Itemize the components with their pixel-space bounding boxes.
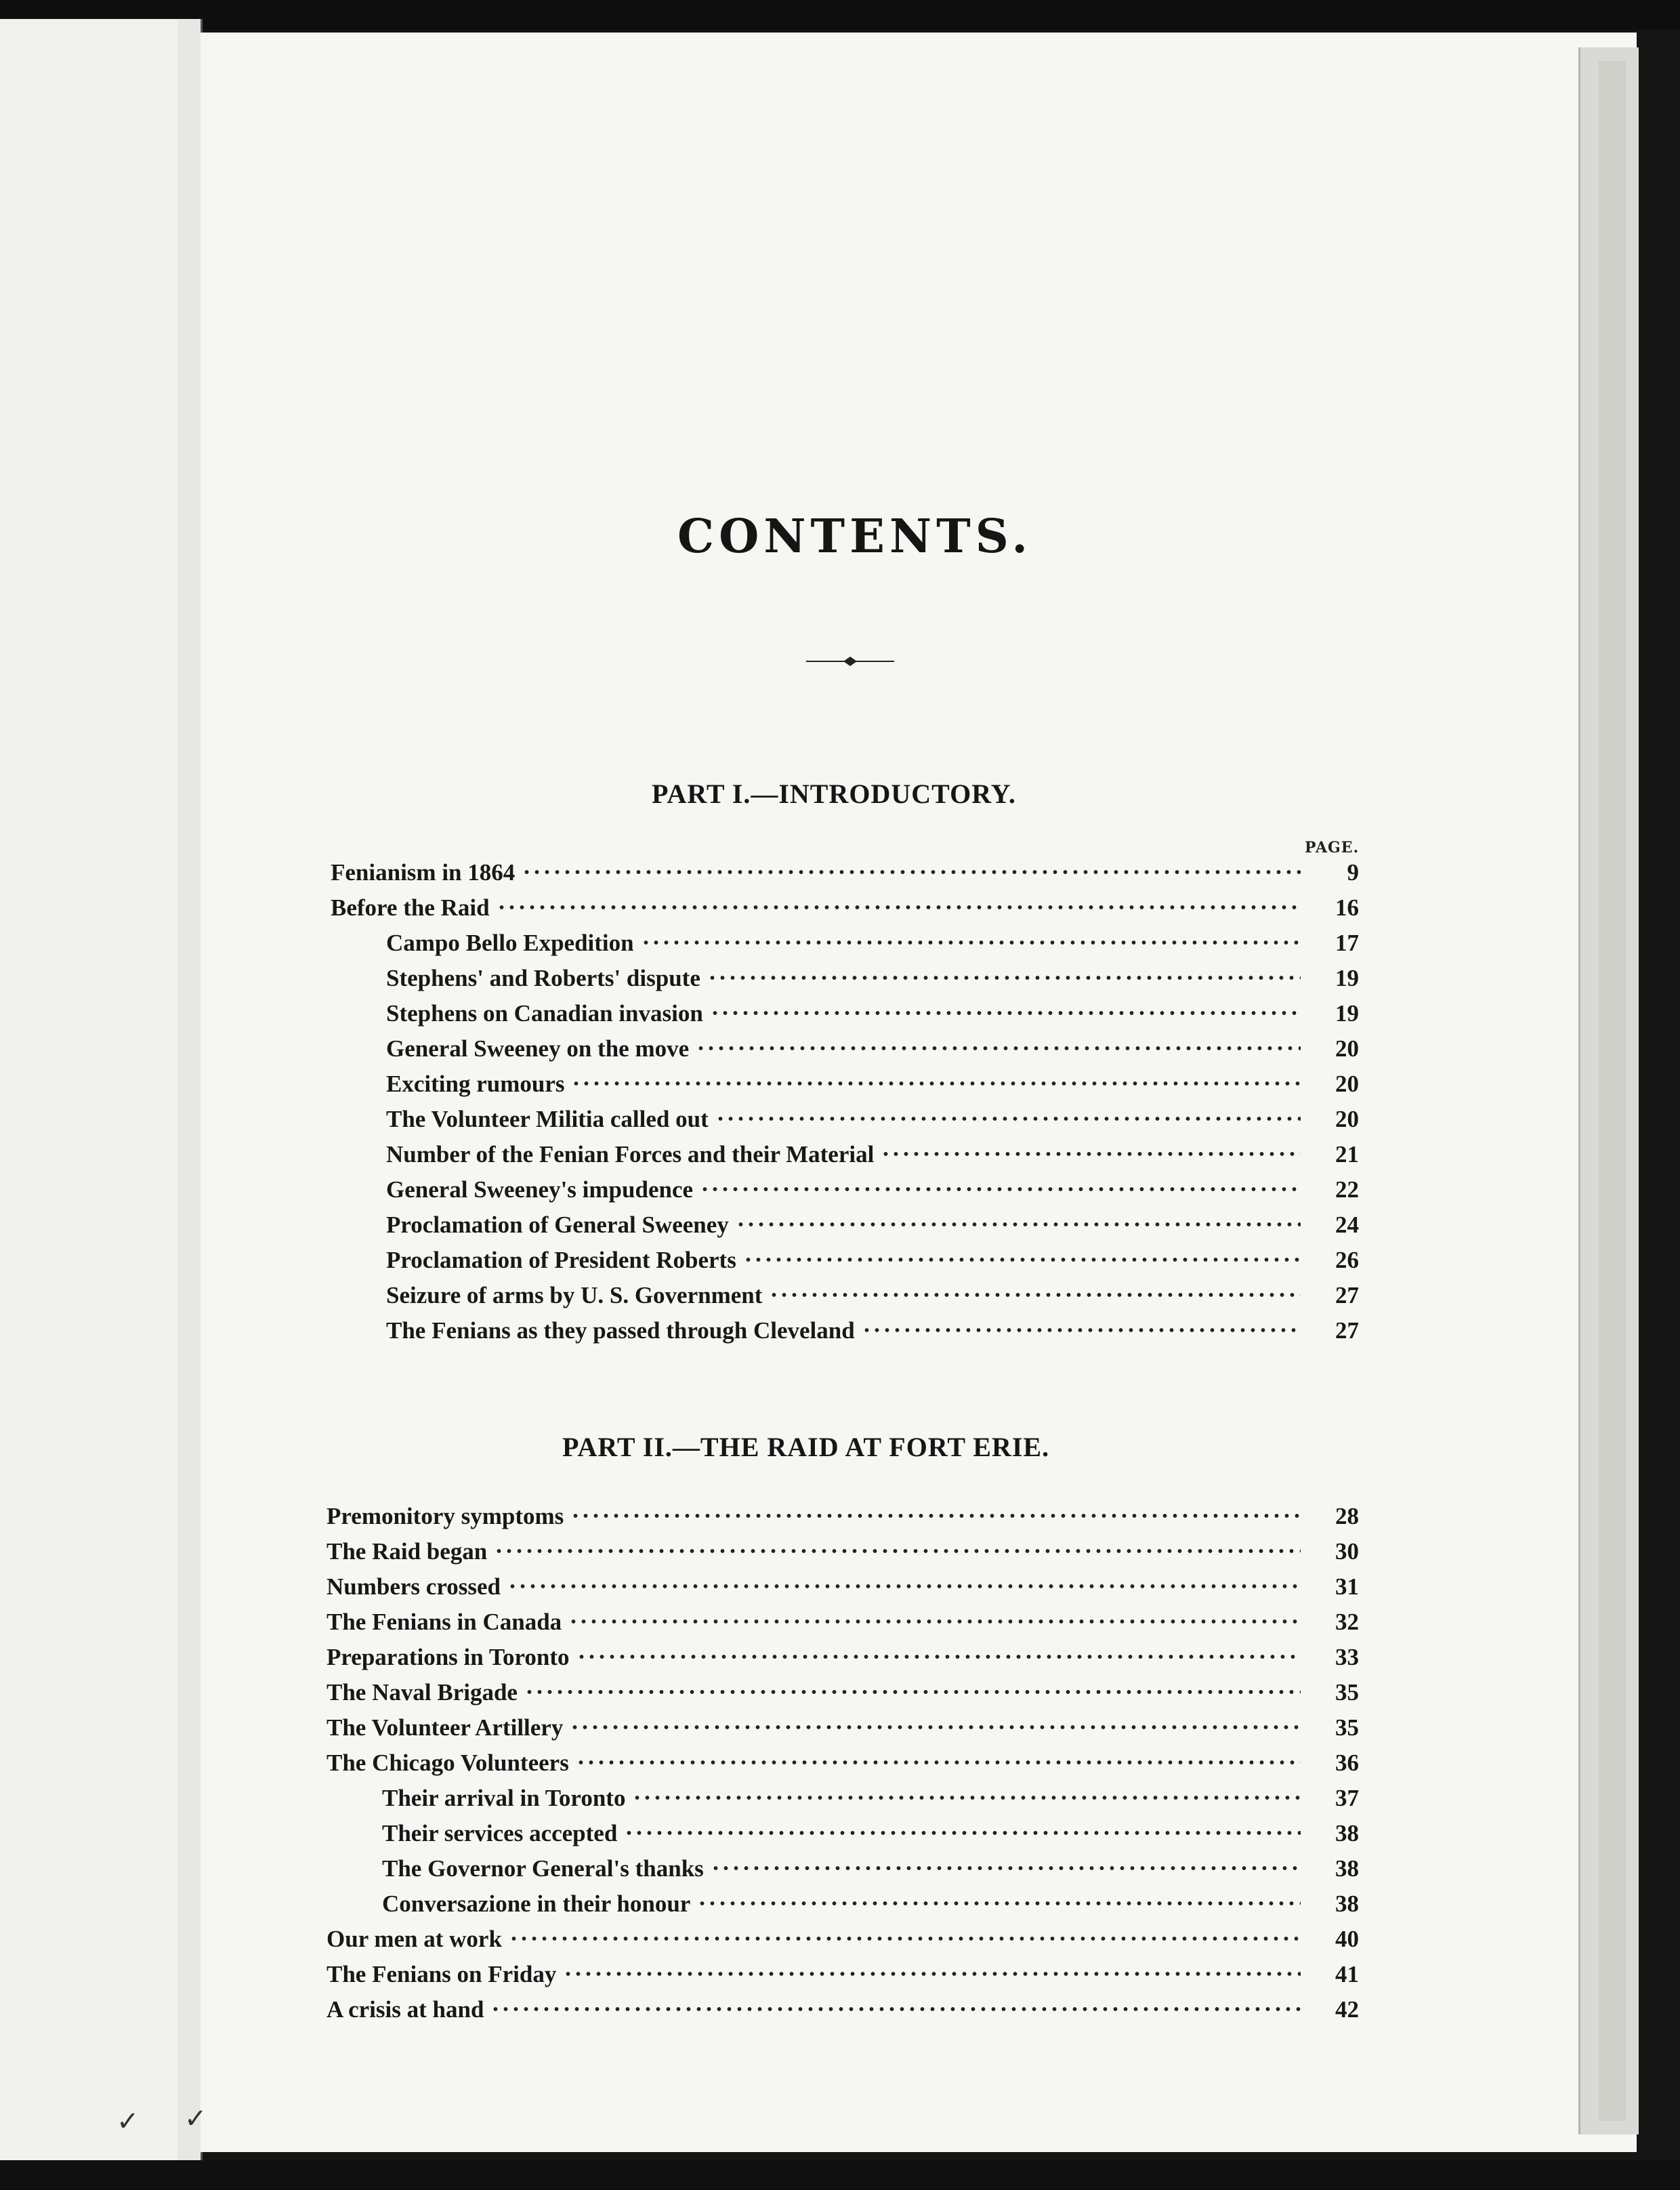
toc-entry-title: The Volunteer Artillery xyxy=(327,1714,564,1741)
toc-entry-title: Their services accepted xyxy=(382,1820,618,1846)
toc-entry-page: 33 xyxy=(1335,1644,1359,1670)
toc-entry-title: The Fenians in Canada xyxy=(327,1609,562,1635)
toc-entry xyxy=(331,957,1359,992)
toc-entry-page: 21 xyxy=(1335,1141,1359,1168)
toc-entry xyxy=(327,1530,1359,1565)
toc-entry xyxy=(331,1239,1359,1274)
toc-entry-title: Their arrival in Toronto xyxy=(382,1785,626,1811)
dot-leader xyxy=(571,1076,1301,1091)
toc-entry-title: Before the Raid xyxy=(331,894,490,921)
toc-part-two xyxy=(327,1495,1359,2023)
dot-leader xyxy=(700,1182,1301,1197)
pencil-mark-left: ✓ xyxy=(117,2106,140,2137)
dot-leader xyxy=(490,2002,1301,2017)
toc-entry-title: Preparations in Toronto xyxy=(327,1644,570,1670)
toc-entry-title: Stephens on Canadian invasion xyxy=(386,1000,703,1027)
dot-leader xyxy=(576,1649,1301,1664)
toc-entry-page: 35 xyxy=(1335,1714,1359,1741)
toc-entry-title: Proclamation of General Sweeney xyxy=(386,1212,729,1238)
toc-entry xyxy=(331,1098,1359,1133)
page-title: CONTENTS. xyxy=(677,510,1033,564)
toc-entry-title: Stephens' and Roberts' dispute xyxy=(386,965,700,991)
toc-entry-page: 20 xyxy=(1335,1035,1359,1062)
dot-leader xyxy=(632,1790,1301,1805)
toc-entry-title: A crisis at hand xyxy=(327,1996,484,2023)
toc-entry xyxy=(327,1847,1359,1882)
toc-entry-page: 38 xyxy=(1335,1855,1359,1882)
toc-entry-page: 37 xyxy=(1335,1785,1359,1811)
dot-leader xyxy=(570,1720,1301,1735)
toc-entry-page: 20 xyxy=(1335,1071,1359,1097)
toc-entry-title: Number of the Fenian Forces and their Material xyxy=(386,1141,875,1168)
toc-entry xyxy=(327,1600,1359,1636)
dot-leader xyxy=(697,1896,1301,1911)
toc-entry-title: Conversazione in their honour xyxy=(382,1891,691,1917)
toc-entry-title: The Raid began xyxy=(327,1538,488,1565)
toc-entry xyxy=(327,1565,1359,1600)
toc-entry-title: Exciting rumours xyxy=(386,1071,565,1097)
part-two-heading: PART II.—THE RAID AT FORT ERIE. xyxy=(562,1432,1050,1462)
toc-entry-page: 19 xyxy=(1335,1000,1359,1027)
toc-entry-title: The Chicago Volunteers xyxy=(327,1750,569,1776)
toc-entry xyxy=(331,1274,1359,1309)
dot-leader xyxy=(522,865,1301,880)
toc-entry xyxy=(327,1706,1359,1741)
toc-entry-title: The Naval Brigade xyxy=(327,1679,518,1706)
toc-entry-page: 30 xyxy=(1335,1538,1359,1565)
toc-entry xyxy=(327,1777,1359,1812)
dot-leader xyxy=(568,1614,1301,1629)
toc-entry xyxy=(331,1168,1359,1203)
dot-leader xyxy=(707,970,1301,985)
part-one-heading: PART I.—INTRODUCTORY. xyxy=(652,779,1016,809)
toc-entry xyxy=(327,1882,1359,1918)
toc-entry-title: Our men at work xyxy=(327,1926,502,1952)
toc-entry-page: 26 xyxy=(1335,1247,1359,1273)
toc-entry-title: The Governor General's thanks xyxy=(382,1855,704,1882)
toc-entry-page: 27 xyxy=(1335,1282,1359,1308)
facing-page xyxy=(0,19,182,2160)
toc-entry xyxy=(327,1953,1359,1988)
dot-leader xyxy=(881,1146,1301,1161)
toc-entry-page: 24 xyxy=(1335,1212,1359,1238)
dot-leader xyxy=(710,1006,1301,1020)
dot-leader xyxy=(743,1252,1301,1267)
toc-entry xyxy=(331,1027,1359,1062)
toc-entry-title: Numbers crossed xyxy=(327,1573,501,1600)
toc-part-one xyxy=(331,851,1359,1344)
toc-entry-page: 20 xyxy=(1335,1106,1359,1132)
dot-leader xyxy=(715,1111,1301,1126)
toc-entry-title: General Sweeney on the move xyxy=(386,1035,690,1062)
toc-entry xyxy=(327,1636,1359,1671)
toc-entry-page: 38 xyxy=(1335,1820,1359,1846)
dot-leader xyxy=(497,900,1301,915)
dot-leader xyxy=(494,1544,1301,1558)
dot-leader xyxy=(641,935,1301,950)
dot-leader xyxy=(509,1931,1301,1946)
toc-entry xyxy=(331,1203,1359,1239)
toc-entry-page: 28 xyxy=(1335,1503,1359,1529)
dot-leader xyxy=(507,1579,1301,1594)
toc-entry xyxy=(327,1495,1359,1530)
toc-entry xyxy=(331,1062,1359,1098)
toc-entry-page: 27 xyxy=(1335,1317,1359,1344)
toc-entry-page: 35 xyxy=(1335,1679,1359,1706)
page-column-header: PAGE. xyxy=(1305,839,1360,856)
toc-entry-title: The Fenians as they passed through Cleveland xyxy=(386,1317,855,1344)
toc-entry-page: 22 xyxy=(1335,1176,1359,1203)
toc-entry-title: The Fenians on Friday xyxy=(327,1961,557,1987)
dot-leader xyxy=(576,1755,1301,1770)
toc-entry-page: 16 xyxy=(1335,894,1359,921)
toc-entry-page: 42 xyxy=(1335,1996,1359,2023)
toc-entry xyxy=(331,1133,1359,1168)
toc-entry-title: Proclamation of President Roberts xyxy=(386,1247,736,1273)
dot-leader xyxy=(769,1287,1301,1302)
toc-entry-page: 9 xyxy=(1347,859,1359,886)
toc-entry-title: Premonitory symptoms xyxy=(327,1503,564,1529)
dot-leader xyxy=(736,1217,1301,1232)
toc-entry-page: 38 xyxy=(1335,1891,1359,1917)
dot-leader xyxy=(696,1041,1301,1056)
toc-entry-title: General Sweeney's impudence xyxy=(386,1176,694,1203)
scan-border-bottom xyxy=(0,2160,1680,2190)
page-edges-inner xyxy=(1599,61,1626,2121)
dot-leader xyxy=(524,1685,1301,1699)
toc-entry xyxy=(331,922,1359,957)
toc-entry-page: 31 xyxy=(1335,1573,1359,1600)
toc-entry-page: 32 xyxy=(1335,1609,1359,1635)
toc-entry xyxy=(331,886,1359,922)
toc-entry xyxy=(327,1741,1359,1777)
dot-leader xyxy=(570,1508,1301,1523)
toc-entry-title: Campo Bello Expedition xyxy=(386,930,634,956)
toc-entry xyxy=(327,1812,1359,1847)
book-gutter xyxy=(177,19,203,2160)
scan-border-top xyxy=(0,0,1680,30)
toc-entry-page: 17 xyxy=(1335,930,1359,956)
toc-entry xyxy=(327,1918,1359,1953)
toc-entry-title: Fenianism in 1864 xyxy=(331,859,516,886)
toc-entry-title: The Volunteer Militia called out xyxy=(386,1106,709,1132)
toc-entry-page: 19 xyxy=(1335,965,1359,991)
dot-leader xyxy=(624,1825,1301,1840)
toc-entry-page: 41 xyxy=(1335,1961,1359,1987)
dot-leader xyxy=(563,1966,1301,1981)
toc-entry xyxy=(331,992,1359,1027)
ornament-divider-icon xyxy=(806,656,894,667)
toc-entry xyxy=(331,1309,1359,1344)
toc-entry xyxy=(327,1988,1359,2023)
toc-entry xyxy=(331,851,1359,886)
toc-entry-title: Seizure of arms by U. S. Government xyxy=(386,1282,763,1308)
toc-entry-page: 40 xyxy=(1335,1926,1359,1952)
dot-leader xyxy=(862,1323,1301,1338)
toc-entry-page: 36 xyxy=(1335,1750,1359,1776)
toc-entry xyxy=(327,1671,1359,1706)
pencil-mark-right: ✓ xyxy=(184,2103,207,2134)
dot-leader xyxy=(711,1861,1301,1876)
